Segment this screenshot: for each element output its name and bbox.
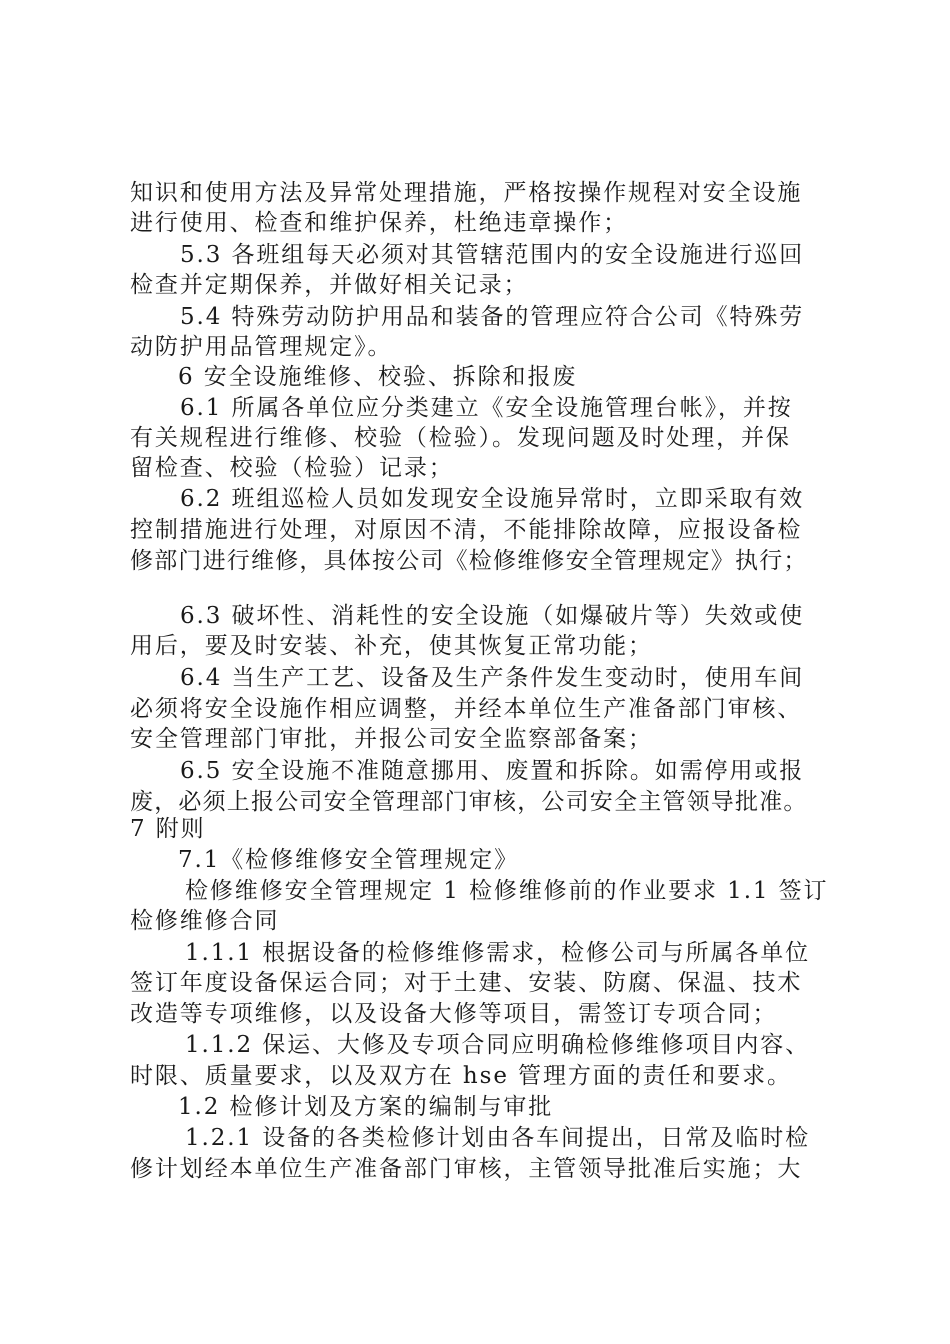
- text-line: 时限、质量要求，以及双方在 hse 管理方面的责任和要求。: [130, 1063, 792, 1089]
- text-line: 1.2.1 设备的各类检修计划由各车间提出，日常及临时检: [185, 1125, 811, 1151]
- text-line: 检查并定期保养，并做好相关记录；: [130, 272, 529, 298]
- text-line: 知识和使用方法及异常处理措施，严格按操作规程对安全设施: [130, 180, 803, 206]
- text-line: 检修维修合同: [130, 908, 280, 934]
- text-line: 修计划经本单位生产准备部门审核，主管领导批准后实施；大: [130, 1156, 803, 1182]
- text-line: 6.2 班组巡检人员如发现安全设施异常时，立即采取有效: [180, 486, 805, 512]
- text-line: 6.1 所属各单位应分类建立《安全设施管理台帐》，并按: [180, 395, 793, 421]
- section-heading: 6 安全设施维修、校验、拆除和报废: [178, 364, 578, 390]
- text-line: 签订年度设备保运合同；对于土建、安装、防腐、保温、技术: [130, 970, 803, 996]
- text-line: 有关规程进行维修、校验（检验）。发现问题及时处理，并保: [130, 425, 791, 451]
- text-line: 必须将安全设施作相应调整，并经本单位生产准备部门审核、: [130, 696, 803, 722]
- text-line: 修部门进行维修，具体按公司《检修维修安全管理规定》执行；: [130, 548, 808, 574]
- text-line: 6.4 当生产工艺、设备及生产条件发生变动时，使用车间: [180, 665, 805, 691]
- section-heading: 1.2 检修计划及方案的编制与审批: [178, 1094, 554, 1120]
- text-line: 进行使用、检查和维护保养，杜绝违章操作；: [130, 210, 628, 236]
- text-line: 控制措施进行处理，对原因不清，不能排除故障，应报设备检: [130, 517, 803, 543]
- text-line: 动防护用品管理规定》。: [130, 334, 393, 360]
- text-line: 用后，要及时安装、补充，使其恢复正常功能；: [130, 633, 653, 659]
- text-line: 安全管理部门审批，并报公司安全监察部备案；: [130, 726, 653, 752]
- text-line: 1.1.1 根据设备的检修维修需求，检修公司与所属各单位: [185, 940, 811, 966]
- text-line: 1.1.2 保运、大修及专项合同应明确检修维修项目内容、: [185, 1032, 811, 1058]
- text-line: 改造等专项维修，以及设备大修等项目，需签订专项合同；: [130, 1001, 778, 1027]
- text-line: 废，必须上报公司安全管理部门审核，公司安全主管领导批准。: [130, 789, 808, 815]
- text-line: 7.1《检修维修安全管理规定》: [178, 847, 520, 873]
- text-line: 6.3 破坏性、消耗性的安全设施（如爆破片等）失效或使: [180, 603, 805, 629]
- text-line: 6.5 安全设施不准随意挪用、废置和拆除。如需停用或报: [180, 758, 805, 784]
- section-heading: 7 附则: [130, 816, 206, 842]
- text-line: 检修维修安全管理规定 1 检修维修前的作业要求 1.1 签订: [185, 878, 829, 904]
- text-line: 留检查、校验（检验）记录；: [130, 455, 454, 481]
- text-line: 5.3 各班组每天必须对其管辖范围内的安全设施进行巡回: [180, 242, 805, 268]
- text-line: 5.4 特殊劳动防护用品和装备的管理应符合公司《特殊劳: [180, 304, 805, 330]
